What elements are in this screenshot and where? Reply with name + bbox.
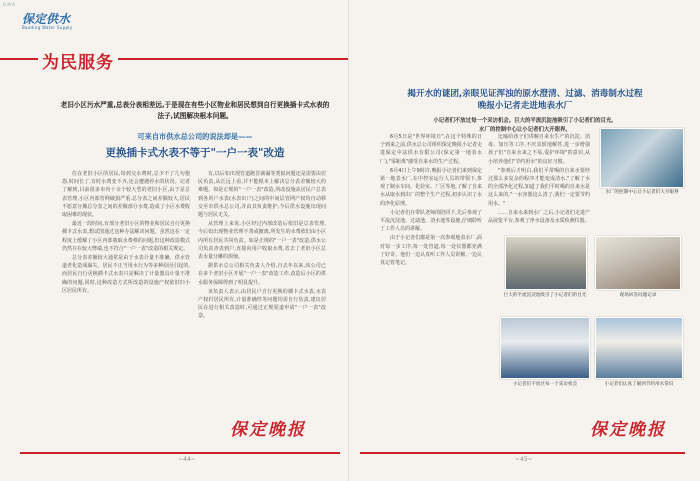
photo-caption: 巨大的平流沉淀池吸引了小记者们的目光 bbox=[503, 293, 587, 298]
magazine-logo-sub: Baoding Water Supply bbox=[22, 25, 73, 30]
paragraph: 比喻给孩子们讲解自来水生产的沉淀、消毒、加压等工序,不厌其烦地解答,进一步增强孩子们"自来水来之不易,爱护环境"的意识,从小培养他们"节约用水"的良好习惯。 bbox=[488, 134, 590, 165]
photo-caption: 水厂的控制中心让小记者们大开眼界 bbox=[605, 190, 679, 195]
article-subhead: 可来自市供水总公司的说法却是—— bbox=[137, 132, 253, 141]
group-photo bbox=[500, 317, 590, 379]
footer-divider bbox=[360, 452, 685, 454]
paragraph: 最近一段时间,有部分老旧小区的物业和居民自行更换插卡式水表,想试图通过这种办法解决问题。虽然这在一定程度上缓解了小区内部收取水费难的问题,但这种改造模式仍然存在较大弊端,也不符合"一户一表"改造的相关规定。 bbox=[62, 221, 190, 252]
right-title-line: 晚报小记者走进地表水厂 bbox=[477, 101, 573, 111]
right-sub-line: 小记者们不放过每一个采访机会。巨大的平流沉淀池吸引了小记者们的目光。 bbox=[433, 118, 617, 124]
section-title: 为民服务 bbox=[38, 48, 118, 73]
article-lead: 老旧小区污水严重,总表分表相差远,于是现在有些小区物业和居民想到自行更换插卡式水表的法子,试图解决根本问题。 bbox=[60, 101, 330, 120]
footer-brand-logo: 保定晚报 bbox=[230, 420, 306, 440]
paragraph: 小记者们在带队老师的陪同下,先后参观了平流沉淀池、过滤池、清水池等设施,仔细聆听了工作人员的讲解。 bbox=[380, 209, 482, 233]
article-column-1 bbox=[62, 170, 190, 296]
footer-divider bbox=[20, 452, 340, 454]
paragraph: 有,以后如出现管道跑冒滴漏等类似问题还是需要由居民负责,从长远上看,并不能根本上解决总分表差额较大的难题。如是正规的"一户一表"改造,所改设施从居民户总表到各用户水表(水表出户)之间的中间层管网产权均自动移交至市供水总公司,并由其负责维护,今后供水设施出现问题与居民无关。 bbox=[198, 171, 326, 219]
sedimentation-tank-photo bbox=[505, 236, 587, 290]
page-number: ~45~ bbox=[515, 456, 533, 463]
right-sub-line: 水厂的控制中心让小记者们大开眼界。 bbox=[479, 127, 571, 133]
paragraph: "参观后才明白,我们平常喝的自来水要经过那么多复杂的程序才能变成清水,"了解了水的全部净化过程,知道了我们平时喝的自来水是这么来的,"一水容器这么清了,我们一定要节约用水。" bbox=[488, 167, 590, 207]
interview-photo bbox=[595, 236, 681, 290]
paragraph: 6月4日上午9时许,晚报小记者们来到保定第一地表水厂,在中控室运行人员的带领下,参观了制水车间、化验室、厂区等地,了解了自来水从取水到出厂的整个生产过程,初步认识了水的净化原理。 bbox=[380, 167, 482, 207]
photo-caption: 小记者们不放过每一个采访机会 bbox=[512, 382, 578, 387]
section-banner bbox=[0, 48, 350, 78]
photo-caption: 现场回答问题记录 bbox=[619, 293, 657, 298]
header-tiny: G M A bbox=[3, 2, 15, 7]
control-room-photo bbox=[600, 128, 684, 188]
right-title-line: 揭开水的谜团,亲眼见证浑浊的原水澄清、过滤、消毒制水过程 bbox=[407, 89, 643, 99]
article-headline: 更换插卡式水表不等于"一户一表"改造 bbox=[105, 147, 285, 159]
right-article-title bbox=[380, 88, 670, 112]
paragraph: 总分表差额较大通常是由于水表计量不准确、供水管道老化造成漏失、居民不正当用水行为等多种原因引起的,而居民自行更换插卡式水表只是解决了计量器具计量不准确的问题,同时,这种改造方式所改造的设施产权依旧归小区居民所有。 bbox=[62, 255, 190, 294]
page-number: ~44~ bbox=[178, 456, 196, 463]
paragraph: 从管理上来说,小区经过内部改造后依旧是总表管理,今后如出现物业管理不善或撤离,所发生的水费依旧由小区内所有居民共同负责。如是正规的"一户一表"改造,供水公司负责查表到户,直接向用户收取水费,省去了老旧小区总表水量分摊的烦恼。 bbox=[198, 221, 326, 261]
right-column-2 bbox=[488, 133, 590, 226]
paragraph: 6月5日是"世界环境日",在这个特殊的日子到来之前,供水总公司组织保定晚报小记者走进保定中法供水有限公司(保定第一地表水厂),"零距离"感受自来水的生产过程。 bbox=[380, 134, 482, 165]
paragraph: 据供水总公司相关负责人介绍,自去年以来,该公司已在多个老旧小区开展"一户一表"改造工作,改造后小区的供水服务保障得到了明显提升。 bbox=[198, 263, 326, 286]
footer-brand-logo: 保定晚报 bbox=[590, 420, 666, 440]
paragraph: ……自来水来到水厂之后,小记者们走进产品展览平台,参观了净水设备及水质检测仪器。 bbox=[488, 209, 590, 225]
right-column-1 bbox=[380, 133, 482, 268]
article-column-2 bbox=[198, 170, 326, 322]
exhibition-photo bbox=[595, 317, 683, 379]
magazine-logo: 保定供水 bbox=[22, 12, 71, 26]
paragraph: 该负责人表示,由居民户自行更换的插卡式水表,水表产权归居民所有,计量准确性等问题均需自行负责,建议居民在进行相关改造时,可通过正规渠道申请"一户一表"改造。 bbox=[198, 288, 326, 320]
right-page bbox=[350, 0, 700, 481]
photo-caption: 小记者们认真了解到节约用水常识 bbox=[604, 382, 674, 387]
paragraph: 由于小记者们都是第一次参观地表水厂,面对每一步工序,每一处管道,每一处仪器都充满了好奇。他们一边认真听工作人员讲解,一边认真记着笔记。 bbox=[380, 235, 482, 267]
paragraph: 住在老旧小区的居民,每到交水费时,总少不了几句抱怨,时间长了,有时水费变不齐,还会遭遇停水的状况。记者了解到,目前很多市内十余个较大型的老旧小区,由于是总表管理,小区内部管网破损严重,总分表之间差额较大,居民不愿意分摊总分表之间的差额部分水费,造成了小区水费收取困难的现状。 bbox=[62, 171, 190, 219]
